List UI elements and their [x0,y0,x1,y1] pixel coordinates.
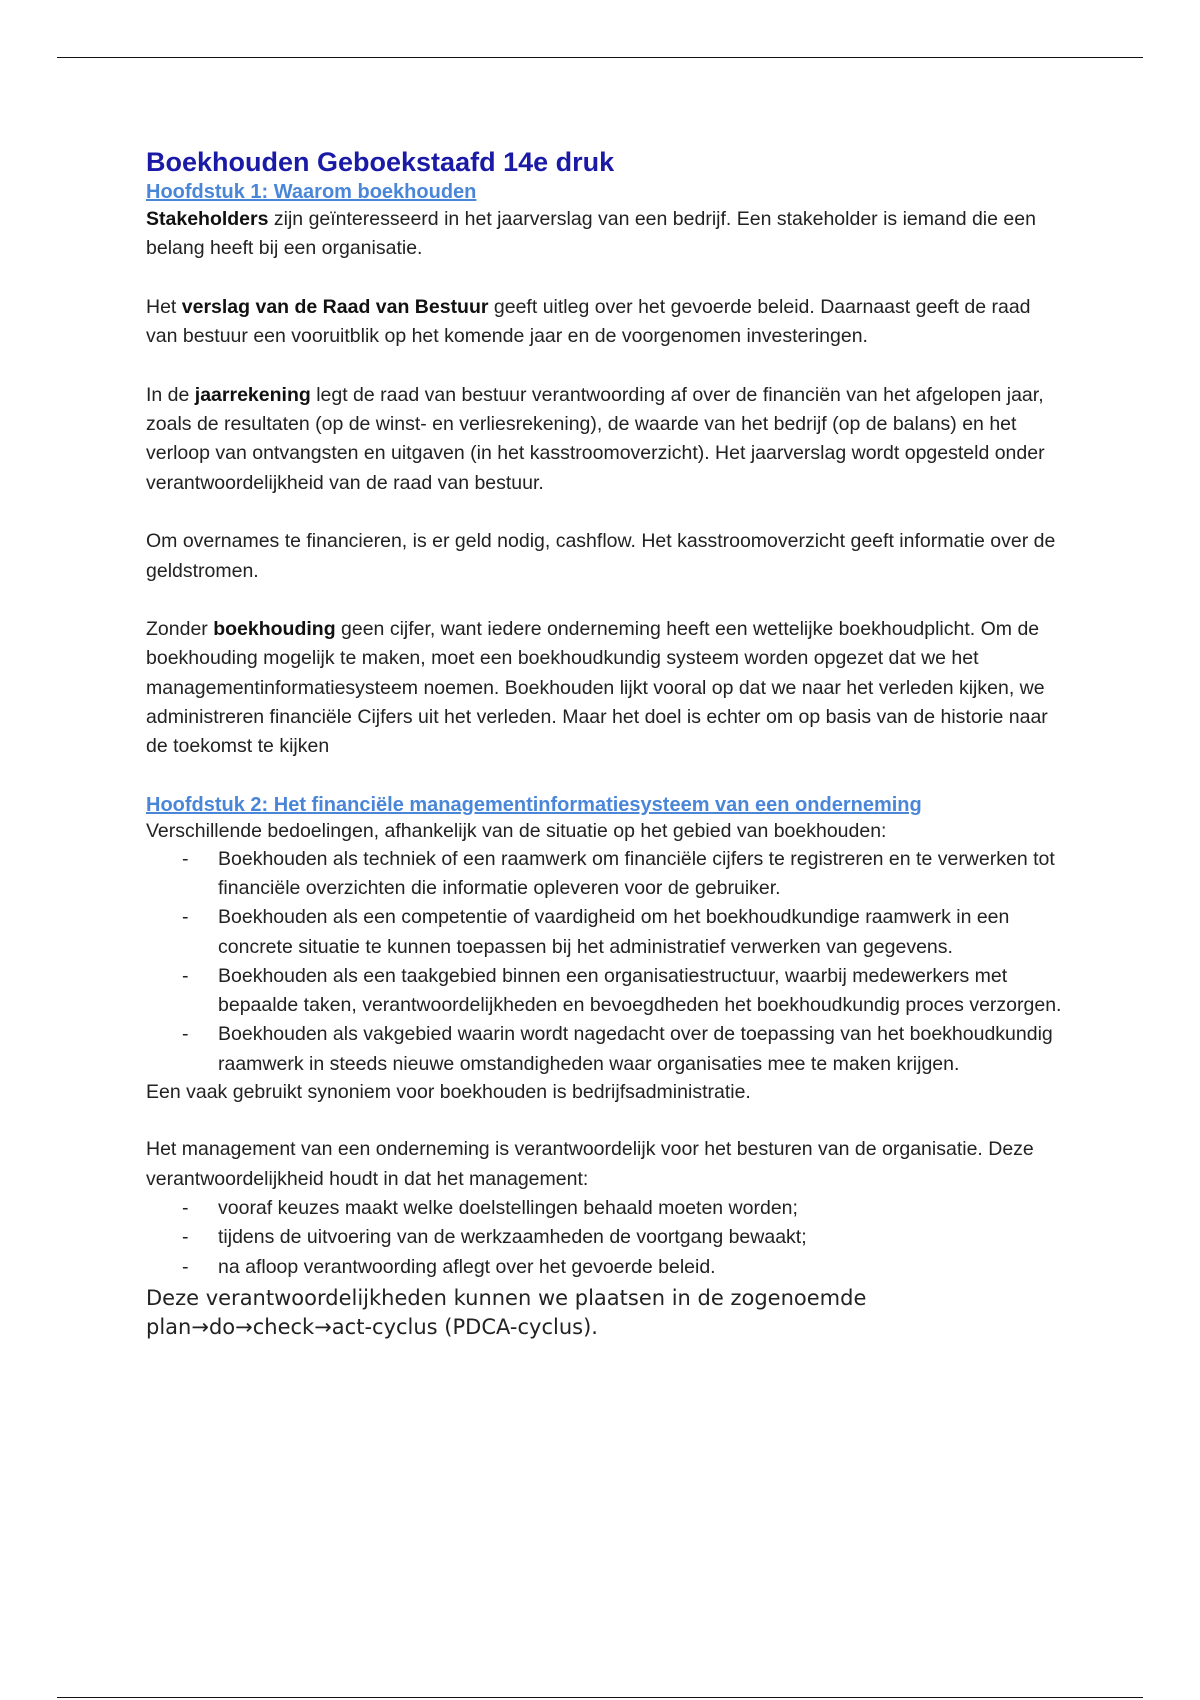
list-item: - Boekhouden als een competentie of vaardigheid om het boekhoudkundige raamwerk in een concrete situatie te kunnen toepassen bij het administratief verwerken van gegevens. [146,903,1066,962]
paragraph-bedoelingen: Verschillende bedoelingen, afhankelijk van de situatie op het gebied van boekhouden: [146,819,887,842]
term-boekhouding: boekhouding [213,618,336,641]
bedoelingen-list [146,845,1066,1079]
paragraph-verslag: Het verslag van de Raad van Bestuur geeft uitleg over het gevoerde beleid. Daarnaast geeft de raad van bestuur een vooruitblik op het komende jaar en de voorgenomen investeringen. [146,295,1031,348]
list-item: - Boekhouden als een taakgebied binnen een organisatiestructuur, waarbij medewerkers met bepaalde taken, verantwoordelijkheden en bevoegdheden het boekhoudkundig proces verzorgen. [146,962,1066,1021]
paragraph-boekhouding: Zonder boekhouding geen cijfer, want iedere onderneming heeft een wettelijke boekhoudplicht. Om de boekhouding mogelijk te maken, moet een boekhoudkundig systeem worden opgezet dat we het managementinformatiesysteem noemen. Boekhouden lijkt vooral op dat we naar het verleden kijken, we administreren financiële Cijfers uit het verleden. Maar het doel is echter om op basis van de historie naar de toekomst te kijken [146,618,1048,758]
term-verslag: verslag van de Raad van Bestuur [181,295,489,318]
term-jaarrekening: jaarrekening [194,383,311,406]
document-title: Boekhouden Geboekstaafd 14e druk [146,147,615,177]
paragraph-pdca: Deze verantwoordelijkheden kunnen we plaatsen in de zogenoemde plan→do→check→act-cyclus (PDCA-cyclus). [146,1285,867,1339]
list-item: - Boekhouden als techniek of een raamwerk om financiële cijfers te registreren en te verwerken tot financiële overzichten die informatie opleveren voor de gebruiker. [146,845,1066,904]
bullet-dash: - [182,1196,189,1219]
paragraph-jaarrekening: In de jaarrekening legt de raad van bestuur verantwoording af over de financiën van het afgelopen jaar, zoals de resultaten (op de winst- en verliesrekening), de waarde van het bedrijf (op de balans) en het verloop van ontvangsten en uitgaven (in het kasstroomoverzicht). Het jaarverslag wordt opgesteld onder verantwoordelijkheid van de raad van bestuur. [146,383,1045,494]
document-body [146,146,1066,1342]
list-item: - Boekhouden als vakgebied waarin wordt nagedacht over de toepassing van het boekhoudkundig raamwerk in steeds nieuwe omstandigheden waar organisaties mee te maken krijgen. [146,1020,1066,1079]
management-list [146,1194,1066,1282]
paragraph-overnames: Om overnames te financieren, is er geld nodig, cashflow. Het kasstroomoverzicht geeft informatie over de geldstromen. [146,530,1056,582]
paragraph-stakeholders: Stakeholders zijn geïnteresseerd in het jaarverslag van een bedrijf. Een stakeholder is iemand die een belang heeft bij een organisatie. [146,208,1036,260]
bullet-dash: - [182,964,189,987]
bullet-dash: - [182,1226,189,1249]
bullet-dash: - [182,847,189,870]
list-item: - vooraf keuzes maakt welke doelstellingen behaald moeten worden; [146,1194,1066,1223]
term-stakeholders: Stakeholders [146,208,269,230]
list-item: - na afloop verantwoording aflegt over het gevoerde beleid. [146,1253,1066,1282]
bullet-dash: - [182,906,189,929]
chapter-1-heading[interactable]: Hoofdstuk 1: Waarom boekhouden [146,181,477,203]
paragraph-management: Het management van een onderneming is verantwoordelijk voor het besturen van de organisatie. Deze verantwoordelijkheid houdt in dat het management: [146,1138,1034,1190]
bullet-dash: - [182,1023,189,1046]
bottom-rule [57,1697,1143,1698]
chapter-2-heading[interactable]: Hoofdstuk 2: Het financiële managementinformatiesysteem van een onderneming [146,793,922,816]
bullet-dash: - [182,1255,189,1278]
paragraph-synoniem: Een vaak gebruikt synoniem voor boekhouden is bedrijfsadministratie. [146,1081,751,1104]
top-rule [57,57,1143,58]
list-item: - tijdens de uitvoering van de werkzaamheden de voortgang bewaakt; [146,1223,1066,1252]
